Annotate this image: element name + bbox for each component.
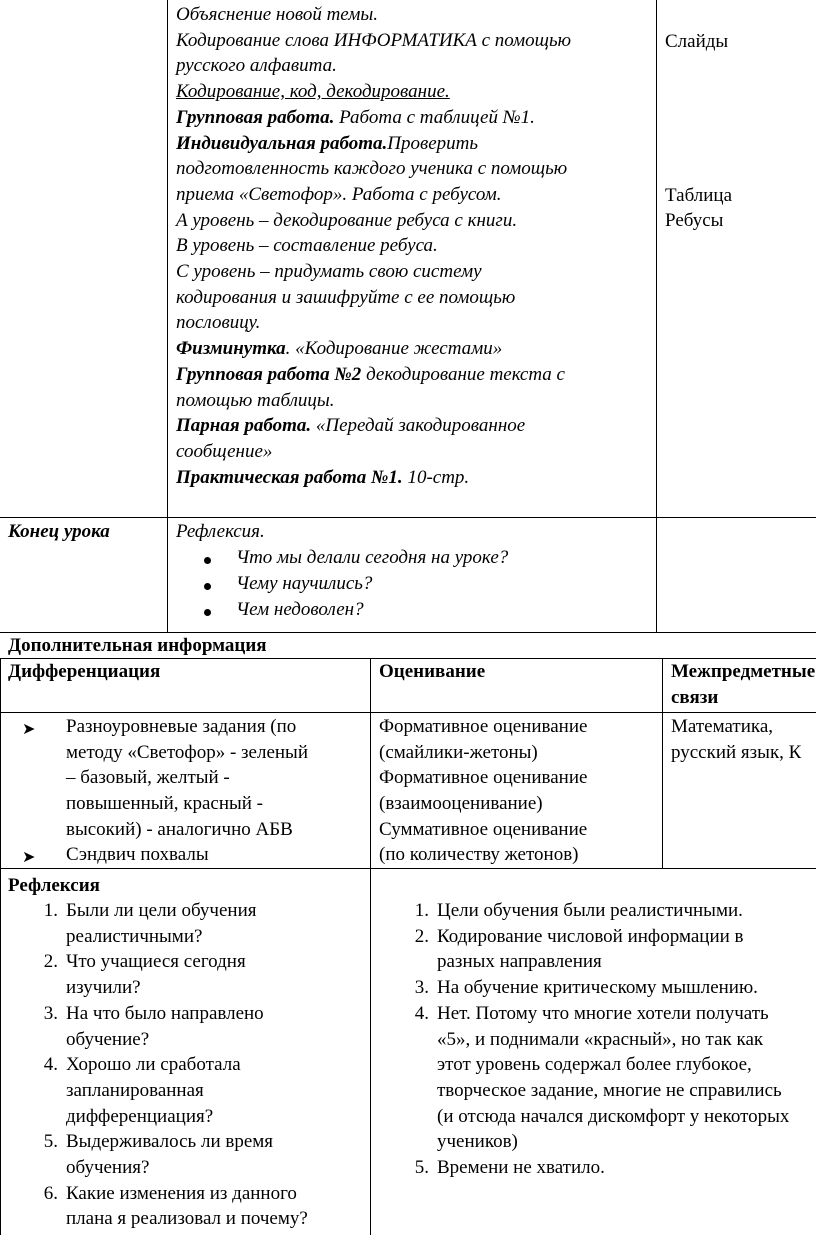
content-fragment: приема «Светофор». Работа с ребусом. <box>176 183 502 205</box>
content-fragment: Кодирование слова ИНФОРМАТИКА с помощью <box>176 29 572 51</box>
reflection-question-line: Какие изменения из данного <box>66 1182 297 1204</box>
content-fragment: Физминутка <box>176 338 286 360</box>
content-fragment: 10-стр. <box>402 466 470 488</box>
reflection-question-line: Хорошо ли сработала <box>66 1054 241 1076</box>
content-fragment: Групповая работа №2 <box>176 363 362 385</box>
content-fragment: Кодирование, код, декодирование. <box>176 81 450 103</box>
list-number: 5. <box>414 1157 429 1178</box>
differentiation-item: Сэндвич похвалы <box>66 844 209 865</box>
reflection-question-line: Выдерживалось ли время <box>66 1131 274 1153</box>
differentiation-item: методу «Светофор» - зеленый <box>66 742 308 763</box>
bullet-dot <box>204 557 211 564</box>
reflection-question-line: реалистичными? <box>66 925 203 947</box>
content-fragment: Индивидуальная работа. <box>176 132 388 154</box>
reflection-answer-line: На обучение критическому мышлению. <box>437 977 758 999</box>
content-line <box>176 156 567 182</box>
assessment-line: Формативное оценивание <box>379 716 588 737</box>
reflection-answer-line: учеников) <box>437 1131 518 1153</box>
content-line <box>176 208 517 234</box>
links-line: Математика, <box>671 716 774 737</box>
differentiation-item: – базовый, желтый - <box>66 767 230 788</box>
content-fragment: пословицу. <box>176 312 261 334</box>
content-line <box>176 259 482 285</box>
reflection-question-line: дифференциация? <box>66 1105 214 1127</box>
resource-rebuses: Ребусы <box>665 210 724 231</box>
list-number: 1. <box>43 900 58 921</box>
stage-end-of-lesson: Конец урока <box>8 521 110 542</box>
content-line <box>176 28 571 54</box>
content-line <box>176 310 260 336</box>
content-fragment: «Передай закодированное <box>311 415 526 437</box>
content-fragment: русского алфавита. <box>176 55 337 77</box>
reflection-answer-line: Времени не хватило. <box>437 1157 605 1178</box>
list-number: 4. <box>414 1002 429 1024</box>
content-fragment: А уровень – декодирование ребуса с книги. <box>176 209 518 231</box>
list-number: 5. <box>43 1131 58 1153</box>
reflection-question-line: Были ли цели обучения <box>66 900 257 921</box>
reflection-answer-line: Цели обучения были реалистичными. <box>437 900 743 921</box>
arrow-bullet-icon: ➤ <box>22 721 36 738</box>
content-fragment: В уровень – составление ребуса. <box>176 235 438 257</box>
resource-slides: Слайды <box>665 31 729 52</box>
reflection-heading: Рефлексия. <box>176 521 265 542</box>
content-fragment: . «Кодирование жестами» <box>285 338 503 360</box>
reflection-question-line: плана я реализовал и почему? <box>66 1208 308 1230</box>
assessment-line: (по количеству жетонов) <box>379 844 579 865</box>
assessment-line: Формативное оценивание <box>379 767 588 788</box>
list-number: 2. <box>43 951 58 973</box>
content-line <box>176 233 438 259</box>
reflection-question-line: запланированная <box>66 1079 204 1101</box>
reflection-bullet: Чем недоволен? <box>236 599 364 620</box>
bullet-dot <box>204 583 211 590</box>
reflection-question-line: На что было направлено <box>66 1002 264 1024</box>
content-fragment: Групповая работа. <box>176 106 335 128</box>
reflection-answer-line: (и отсюда начался дискомфорт у некоторых <box>437 1105 790 1127</box>
reflection-question-line: изучили? <box>66 977 141 999</box>
reflection-answer-line: этот уровень содержал более глубокое, <box>437 1054 752 1076</box>
links-line: русский язык, К <box>671 742 802 763</box>
additional-info-title: Дополнительная информация <box>8 635 267 656</box>
list-number: 2. <box>414 925 429 947</box>
header-differentiation: Дифференциация <box>8 661 161 682</box>
arrow-bullet-icon: ➤ <box>22 849 36 866</box>
content-fragment: подготовленность каждого ученика с помощью <box>176 158 568 180</box>
differentiation-item: высокий) - аналогично АБВ <box>66 819 293 840</box>
header-interdisciplinary-links: связи <box>671 687 719 708</box>
content-line <box>176 388 334 414</box>
assessment-line: (смайлики-жетоны) <box>379 742 538 763</box>
reflection-bullet: Что мы делали сегодня на уроке? <box>236 547 509 568</box>
content-fragment: Объяснение новой темы. <box>176 4 378 25</box>
resource-table: Таблица <box>665 185 733 206</box>
list-number: 3. <box>414 977 429 999</box>
content-line <box>176 105 535 131</box>
reflection-question-line: Что учащиеся сегодня <box>66 951 246 973</box>
content-line <box>176 285 515 311</box>
content-fragment: кодирования и зашифруйте с ее помощью <box>176 286 516 308</box>
content-line <box>176 182 502 208</box>
reflection-answer-line: Кодирование числовой информации в <box>437 925 744 947</box>
content-line <box>176 79 450 105</box>
content-line <box>176 336 502 362</box>
list-number: 4. <box>43 1054 58 1076</box>
content-fragment: С уровень – придумать свою систему <box>176 261 482 282</box>
header-interdisciplinary: Межпредметные <box>671 661 816 682</box>
content-fragment: Практическая работа №1. <box>176 466 403 488</box>
content-fragment: сообщение» <box>176 440 273 462</box>
reflection-title: Рефлексия <box>8 875 100 896</box>
content-fragment: Парная работа. <box>176 415 312 437</box>
reflection-bullet: Чему научились? <box>236 573 373 594</box>
content-line <box>176 2 378 28</box>
reflection-answer-line: Нет. Потому что многие хотели получать <box>437 1002 769 1024</box>
content-line <box>176 465 469 491</box>
reflection-question-line: обучение? <box>66 1028 150 1050</box>
assessment-line: (взаимооценивание) <box>379 793 543 814</box>
content-fragment: декодирование текста с <box>361 363 565 385</box>
reflection-answer-line: разных направления <box>437 951 602 973</box>
differentiation-item: Разноуровневые задания (по <box>66 716 297 737</box>
content-line <box>176 131 478 157</box>
differentiation-item: повышенный, красный - <box>66 793 264 814</box>
reflection-question-line: обучения? <box>66 1157 150 1178</box>
reflection-answer-line: творческое задание, многие не справились <box>437 1079 782 1101</box>
content-line <box>176 362 565 388</box>
list-number: 6. <box>43 1182 58 1204</box>
content-line <box>176 413 525 439</box>
reflection-answer-line: «5», и поднимали «красный», но так как <box>437 1028 764 1050</box>
list-number: 1. <box>414 900 429 921</box>
content-line <box>176 53 337 79</box>
assessment-line: Суммативное оценивание <box>379 819 588 840</box>
header-assessment: Оценивание <box>379 661 486 682</box>
content-fragment: помощью таблицы. <box>176 389 335 411</box>
bullet-dot <box>204 609 211 616</box>
content-fragment: Работа с таблицей №1. <box>334 106 535 128</box>
content-line <box>176 439 272 465</box>
list-number: 3. <box>43 1002 58 1024</box>
content-fragment: Проверить <box>387 132 479 154</box>
